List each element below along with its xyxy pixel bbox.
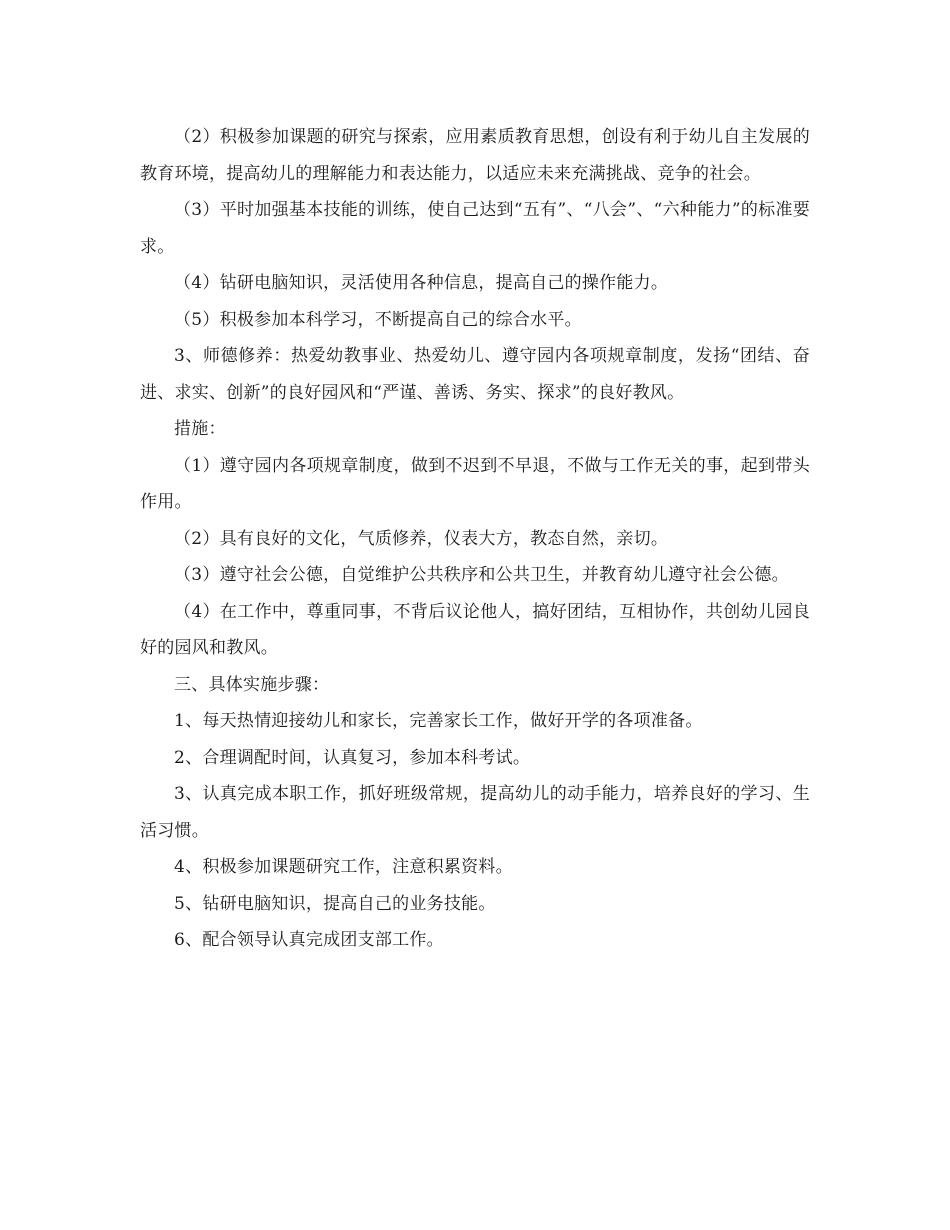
- paragraph-ethics-measure-2: （2）具有良好的文化，气质修养，仪表大方，教态自然，亲切。: [174, 528, 669, 549]
- step-5: 5、钻研电脑知识，提高自己的业务技能。: [174, 893, 496, 914]
- document-body: [140, 119, 810, 959]
- paragraph-measure-4: （4）钻研电脑知识，灵活使用各种信息，提高自己的操作能力。: [174, 273, 669, 293]
- paragraph-measure-2: （2）积极参加课题的研究与探索，应用素质教育思想，创设有利于幼儿自主发展的教育环境，提高幼儿的理解能力和表达能力，以适应未来充满挑战、竞争的社会。: [140, 127, 810, 184]
- paragraph-ethics-measure-4: （4）在工作中，尊重同事，不背后议论他人，搞好团结，互相协作，共创幼儿园良好的园风和教风。: [140, 601, 810, 658]
- paragraph-ethics-measure-1: （1）遵守园内各项规章制度，做到不迟到不早退，不做与工作无关的事，起到带头作用。: [140, 455, 810, 512]
- section-heading-steps: 三、具体实施步骤：: [174, 674, 330, 695]
- paragraph-measures-label: 措施：: [174, 419, 226, 439]
- step-6: 6、配合领导认真完成团支部工作。: [174, 930, 444, 950]
- step-2: 2、合理调配时间，认真复习，参加本科考试。: [174, 747, 531, 768]
- step-3: 3、认真完成本职工作，抓好班级常规，提高幼儿的动手能力，培养良好的学习、生活习惯。: [140, 784, 810, 841]
- paragraph-measure-5: （5）积极参加本科学习，不断提高自己的综合水平。: [174, 309, 582, 330]
- paragraph-ethics-heading: 3、师德修养：热爱幼教事业、热爱幼儿、遵守园内各项规章制度，发扬“团结、奋进、求实、创新”的良好园风和“严谨、善诱、务实、探求”的良好教风。: [140, 346, 810, 403]
- step-1: 1、每天热情迎接幼儿和家长，完善家长工作，做好开学的各项准备。: [174, 711, 703, 731]
- paragraph-measure-3: （3）平时加强基本技能的训练，使自己达到“五有”、“八会”、“六种能力”的标准要求。: [140, 200, 810, 257]
- paragraph-ethics-measure-3: （3）遵守社会公德，自觉维护公共秩序和公共卫生，并教育幼儿遵守社会公德。: [174, 565, 789, 585]
- step-4: 4、积极参加课题研究工作，注意积累资料。: [174, 857, 513, 877]
